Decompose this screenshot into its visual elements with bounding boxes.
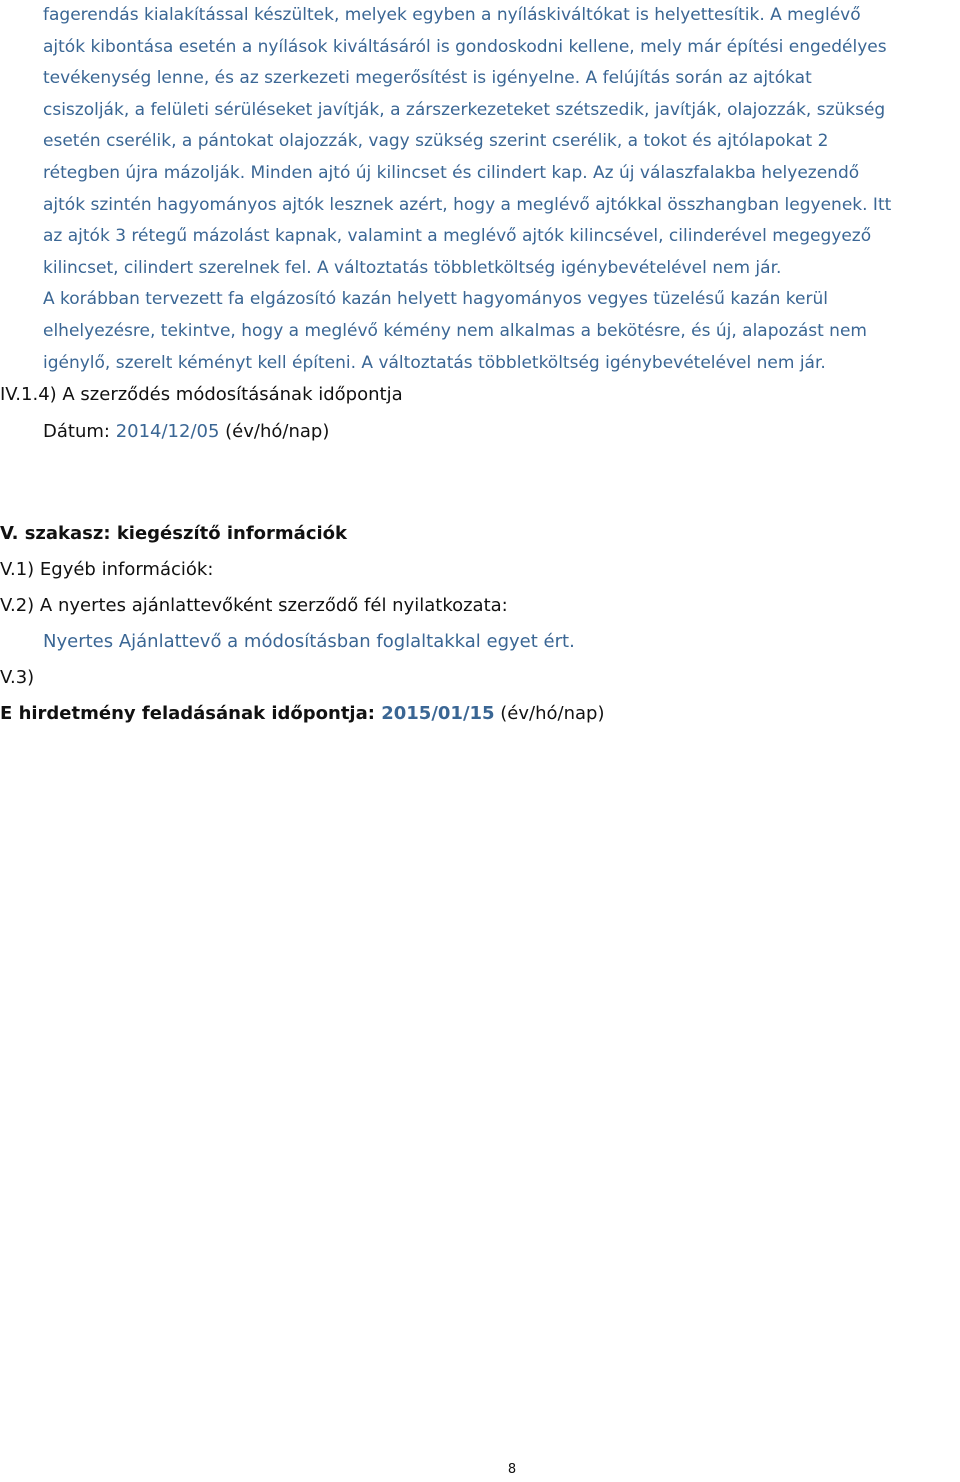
date-format: (év/hó/nap) (219, 421, 330, 442)
section-v-title: V. szakasz: kiegészítő információk (0, 523, 348, 544)
v2-statement: Nyertes Ajánlattevő a módosításban foglaltakkal egyet ért. (43, 631, 575, 652)
paragraph-line: tevékenység lenne, és az szerkezeti megerősítést is igényelne. A felújítás során az ajtókat (43, 68, 812, 89)
paragraph-line: ajtók kibontása esetén a nyílások kiváltásáról is gondoskodni kellene, mely már építési engedélyes (43, 36, 887, 57)
paragraph-line: fagerendás kialakítással készültek, melyek egyben a nyíláskiváltókat is helyettesítik. A meglévő (43, 5, 861, 25)
modification-description (43, 0, 955, 379)
paragraph-line: esetén cserélik, a pántokat olajozzák, vagy szükség szerint cserélik, a tokot és ajtólapokat 2 (43, 131, 829, 152)
paragraph-line: A korábban tervezett fa elgázosító kazán helyett hagyományos vegyes tüzelésű kazán kerül (43, 289, 828, 310)
paragraph-line: csiszolják, a felületi sérüléseket javítják, a zárszerkezeteket szétszedik, javítják, olajozzák, szükség (43, 99, 886, 120)
v1-label: V.1) Egyéb információk: (0, 559, 214, 580)
section-iv-1-4-heading: IV.1.4) A szerződés módosításának időpontja (0, 384, 403, 405)
posting-date (0, 702, 604, 726)
page-number: 8 (507, 1462, 517, 1477)
posting-date-format: (év/hó/nap) (494, 703, 605, 724)
paragraph-line: rétegben újra mázolják. Minden ajtó új kilincset és cilindert kap. Az új válaszfalakba helyezendő (43, 162, 860, 183)
date-label: Dátum: (43, 421, 116, 442)
v3-label: V.3) (0, 667, 35, 688)
paragraph-line: igénylő, szerelt kéményt kell építeni. A változtatás többletköltség igénybevételével nem jár. (43, 352, 826, 373)
posting-date-value: 2015/01/15 (381, 703, 495, 724)
paragraph-line: elhelyezésre, tekintve, hogy a meglévő kémény nem alkalmas a bekötésre, és új, alapozást nem (43, 320, 867, 341)
paragraph-line: az ajtók 3 rétegű mázolást kapnak, valamint a meglévő ajtók kilincsével, cilinderével megegyező (43, 226, 872, 247)
posting-date-label: E hirdetmény feladásának időpontja: (0, 703, 382, 724)
paragraph-line: ajtók szintén hagyományos ajtók lesznek azért, hogy a meglévő ajtókkal összhangban legyenek. Itt (43, 194, 892, 215)
modification-date (43, 420, 329, 444)
paragraph-line: kilincset, cilindert szerelnek fel. A változtatás többletköltség igénybevételével nem jár. (43, 257, 782, 278)
date-value: 2014/12/05 (115, 421, 220, 442)
v2-label: V.2) A nyertes ajánlattevőként szerződő fél nyilatkozata: (0, 595, 508, 616)
